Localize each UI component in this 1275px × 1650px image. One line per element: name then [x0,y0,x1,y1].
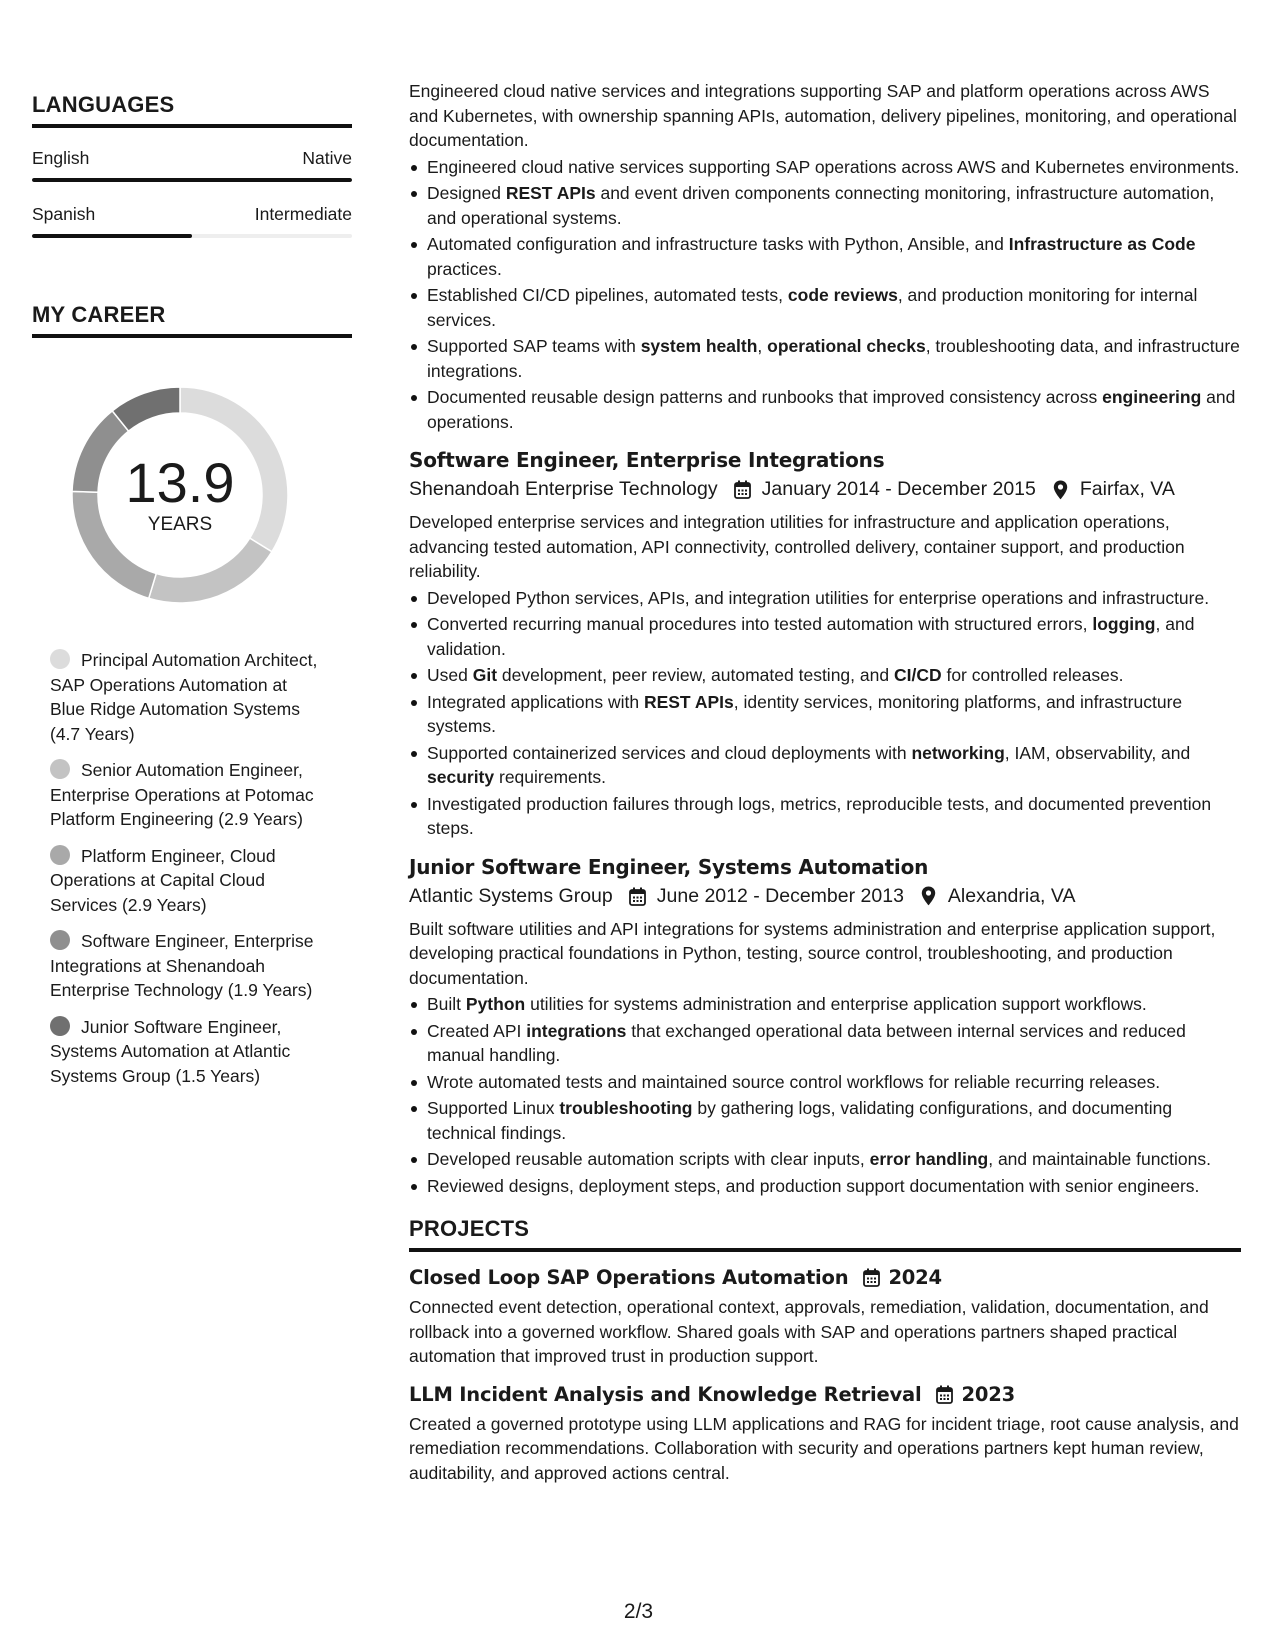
bullet-item: Integrated applications with REST APIs, identity services, monitoring platforms, and infrastructure systems. [409,690,1241,739]
bullet-item: Developed Python services, APIs, and integration utilities for enterprise operations and infrastructure. [409,586,1241,611]
language-level: Intermediate [254,204,352,224]
job-title: Junior Software Engineer, Systems Automation [409,854,929,879]
project-description: Connected event detection, operational context, approvals, remediation, validation, documentation, and rollback into a governed workflow. Shared goals with SAP and operations partners shaped practical automation that improved trust in production support. [409,1297,1209,1366]
sidebar [32,92,352,1100]
career-legend-label: Senior Automation Engineer, Enterprise Operations at Potomac Platform Engineering (2.9 Years) [50,760,314,829]
career-legend-item [50,1015,325,1089]
job-company: Atlantic Systems Group [409,884,613,907]
calendar-icon [732,479,754,501]
bullet-item: Supported Linux troubleshooting by gathering logs, validating configurations, and documenting technical findings. [409,1096,1241,1145]
languages-heading: LANGUAGES [32,92,352,128]
projects-heading: PROJECTS [409,1216,1241,1252]
language-proficiency-fill [32,178,352,182]
bullet-item: Automated configuration and infrastructure tasks with Python, Ansible, and Infrastructure as Code practices. [409,232,1241,281]
bold-keyword: code reviews [787,285,898,305]
job-location: Fairfax, VA [1079,478,1175,500]
job-meta [409,478,1241,501]
bullet-item: Documented reusable design patterns and runbooks that improved consistency across engineering and operations. [409,385,1241,434]
career-legend-label: Principal Automation Architect, SAP Operations Automation at Blue Ridge Automation Systems (4.7 Years) [50,650,318,744]
job-meta [409,885,1241,908]
bold-keyword: operational checks [767,336,926,356]
language-name: Spanish [32,204,96,224]
job-entry [409,448,1241,841]
language-item [32,204,352,238]
bullet-item: Wrote automated tests and maintained source control workflows for reliable recurring releases. [409,1070,1241,1095]
map-pin-icon [1050,479,1072,501]
bold-keyword: REST APIs [505,183,596,203]
job-dates: June 2012 - December 2013 [656,884,904,907]
career-legend-item [50,648,325,746]
language-proficiency-bar [32,178,352,182]
main-content [409,79,1241,1485]
career-heading: MY CAREER [32,302,352,338]
project-entry [409,1383,1241,1486]
career-legend-item [50,844,325,918]
language-level: Native [302,148,352,168]
project-year: 2023 [961,1382,1015,1406]
job-bullets [409,992,1241,1198]
bold-keyword: security [427,767,495,787]
bullet-item: Built Python utilities for systems administration and enterprise application support workflows. [409,992,1241,1017]
bold-keyword: engineering [1102,387,1202,407]
job-company: Shenandoah Enterprise Technology [409,478,718,500]
project-title: Closed Loop SAP Operations Automation [409,1266,849,1289]
bullet-item: Investigated production failures through logs, metrics, reproducible tests, and documented prevention steps. [409,792,1241,841]
project-description: Created a governed prototype using LLM applications and RAG for incident triage, root cause analysis, and remediation recommendations. Collaboration with security and operations partners kept human review, auditability, and approved actions central. [409,1413,1239,1483]
legend-dot-icon [50,930,70,950]
bullet-item: Converted recurring manual procedures into tested automation with structured errors, logging, and validation. [409,612,1241,661]
language-proficiency-bar [32,234,352,238]
career-legend [32,648,352,1088]
bold-keyword: networking [911,742,1005,763]
career-legend-label: Software Engineer, Enterprise Integrations at Shenandoah Enterprise Technology (1.9 Years) [50,931,314,1000]
language-item [32,148,352,182]
job-dates: January 2014 - December 2015 [761,478,1036,500]
bullet-item: Created API integrations that exchanged operational data between internal services and reduced manual handling. [409,1019,1241,1068]
page-number: 2/3 [623,1600,654,1623]
total-years-unit: YEARS [147,514,213,535]
experience-intro-bullets [409,155,1241,435]
project-title-row [409,1383,1241,1406]
bold-keyword: Python [465,994,526,1014]
bold-keyword: troubleshooting [559,1098,693,1118]
bold-keyword: logging [1092,614,1156,634]
bullet-item: Designed REST APIs and event driven components connecting monitoring, infrastructure automation, and operational systems. [409,181,1241,230]
bullet-item: Reviewed designs, deployment steps, and production support documentation with senior engineers. [409,1174,1241,1199]
experience-intro: Engineered cloud native services and integrations supporting SAP and platform operations across AWS and Kubernetes, with ownership spanning APIs, automation, delivery pipelines, monitoring, and operational documentation. [409,81,1237,150]
legend-dot-icon [50,649,70,669]
language-proficiency-fill [32,234,192,238]
bold-keyword: REST APIs [643,691,734,712]
legend-dot-icon [50,1016,70,1036]
career-legend-item [50,929,325,1003]
legend-dot-icon [50,845,70,865]
bullet-item: Engineered cloud native services supporting SAP operations across AWS and Kubernetes environments. [409,155,1241,180]
calendar-icon [934,1383,956,1405]
bold-keyword: system health [640,336,758,356]
job-location: Alexandria, VA [947,884,1076,907]
bullet-item: Developed reusable automation scripts with clear inputs, error handling, and maintainable functions. [409,1147,1241,1172]
calendar-icon [627,885,649,907]
bold-keyword: CI/CD [893,665,942,685]
language-name: English [32,148,90,168]
career-donut-chart [65,380,295,610]
job-summary: Developed enterprise services and integration utilities for infrastructure and application operations, advancing tested automation, API connectivity, controlled delivery, container support, and production reliability. [409,512,1185,581]
job-title: Software Engineer, Enterprise Integrations [409,448,885,472]
job-bullets [409,586,1241,841]
calendar-icon [860,1267,882,1289]
bullet-item: Used Git development, peer review, automated testing, and CI/CD for controlled releases. [409,663,1241,688]
project-year: 2024 [888,1266,942,1289]
bullet-item: Supported containerized services and cloud deployments with networking, IAM, observability, and security requirements. [409,741,1241,790]
bold-keyword: error handling [869,1149,989,1169]
bold-keyword: Git [472,665,498,685]
project-title-row [409,1266,1241,1289]
job-entry [409,855,1241,1199]
bullet-item: Established CI/CD pipelines, automated tests, code reviews, and production monitoring for internal services. [409,283,1241,332]
total-years: 13.9 [125,451,235,514]
bold-keyword: Infrastructure as Code [1008,234,1196,254]
career-legend-label: Platform Engineer, Cloud Operations at Capital Cloud Services (2.9 Years) [50,845,276,915]
donut-center [65,380,295,610]
legend-dot-icon [50,759,70,779]
job-summary: Built software utilities and API integrations for systems administration and enterprise application support, developing practical foundations in Python, testing, source control, troubleshooting, and production documentation. [409,918,1216,988]
map-pin-icon [918,885,940,907]
career-legend-label: Junior Software Engineer, Systems Automation at Atlantic Systems Group (1.5 Years) [50,1016,291,1086]
bold-keyword: integrations [526,1020,627,1041]
career-legend-item [50,758,325,832]
project-entry [409,1266,1241,1369]
project-title: LLM Incident Analysis and Knowledge Retrieval [409,1382,922,1406]
bullet-item: Supported SAP teams with system health, operational checks, troubleshooting data, and infrastructure integrations. [409,334,1241,383]
